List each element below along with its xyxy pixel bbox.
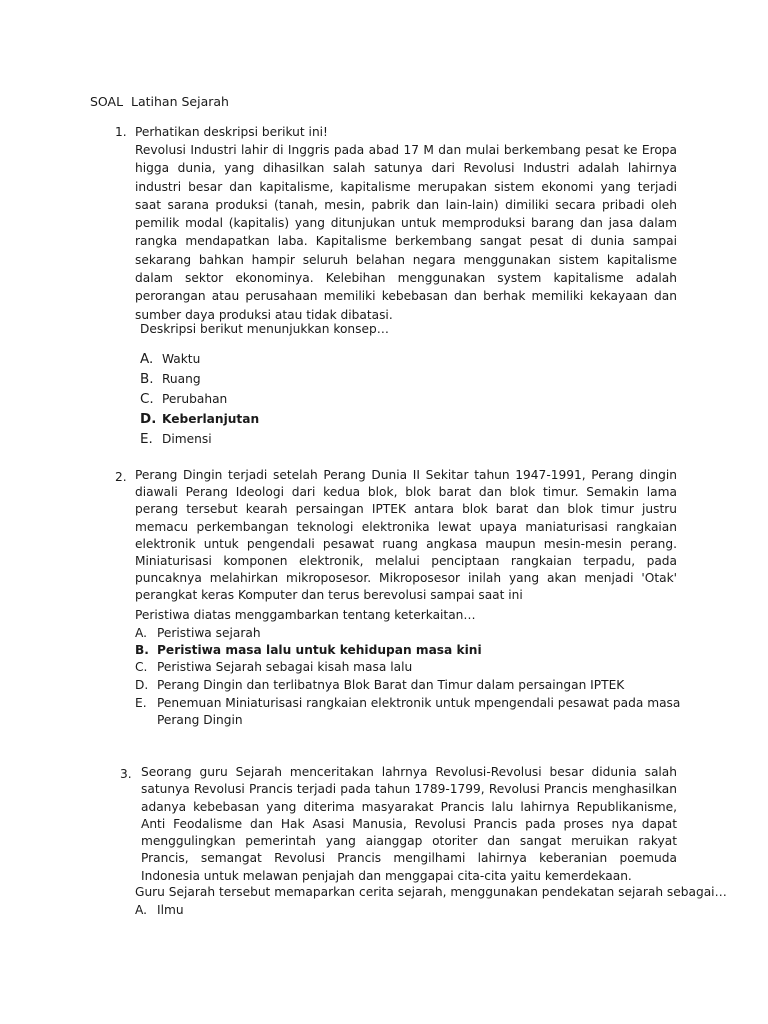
question-2-number: 2. (115, 470, 127, 484)
question-2-prompt: Peristiwa diatas menggambarkan tentang keterkaitan… (135, 608, 476, 622)
question-1-intro: Perhatikan deskripsi berikut ini! (135, 125, 328, 139)
question-1-option-e[interactable]: E. Dimensi (140, 431, 212, 447)
question-2-option-d[interactable]: D. Perang Dingin dan terlibatnya Blok Barat dan Timur dalam persaingan IPTEK (135, 678, 625, 692)
question-1-prompt: Deskripsi berikut menunjukkan konsep… (140, 322, 389, 336)
document-title: SOAL Latihan Sejarah (90, 94, 229, 109)
question-2-option-a[interactable]: A. Peristiwa sejarah (135, 626, 261, 640)
question-2-option-c[interactable]: C. Peristiwa Sejarah sebagai kisah masa lalu (135, 660, 413, 674)
question-3-passage: Seorang guru Sejarah menceritakan lahrnya Revolusi-Revolusi besar didunia salah satunya Revolusi Prancis terjadi pada tahun 1789-1799, Revolusi Prancis menghasilkan adanya kebebasan yang diterima masyarakat Prancis lalu lahirnya Republikanisme, Anti Feodalisme dan Hak Asasi Manusia, Revolusi Prancis pada proses nya dapat menggulingkan pemerintah yang aianggap otoriter dan sangat meruikan rakyat Prancis, semangat Revolusi Prancis mengilhami lahirnya keberanian poemuda Indonesia untuk melawan penjajah dan menggapai cita-cita yaitu kemerdekaan. (141, 765, 677, 883)
question-3-prompt: Guru Sejarah tersebut memaparkan cerita sejarah, menggunakan pendekatan sejarah sebagai… (135, 885, 727, 899)
question-2-option-e[interactable]: E. Penemuan Miniaturisasi rangkaian elektronik untuk mpengendali pesawat pada masa (135, 696, 681, 710)
question-3-number: 3. (120, 767, 132, 781)
question-2-passage: Perang Dingin terjadi setelah Perang Dunia II Sekitar tahun 1947-1991, Perang dingin diawali Perang Ideologi dari kedua blok, blok barat dan blok timur. Semakin lama perang tersebut kearah persaingan IPTEK antara blok barat dan blok timur justru memacu perkembangan teknologi elektronika lewat upaya maniaturisasi rangkaian elektronik untuk pengendali pesawat ruang angkasa maupun mesin-mesin perang. Miniaturisasi komponen elektronik, melalui penciptaan rangkaian terpadu, pada puncaknya melahirkan mikroposesor. Mikroposesor inilah yang akan menjadi 'Otak' perangkat keras Komputer dan terus berevolusi sampai saat ini (135, 468, 677, 603)
question-1-option-d[interactable]: D. Keberlanjutan (140, 411, 260, 427)
question-1-option-c[interactable]: C. Perubahan (140, 391, 228, 407)
question-1-option-b[interactable]: B. Ruang (140, 371, 201, 387)
question-3-option-a[interactable]: A. Ilmu (135, 903, 184, 917)
question-2-option-b[interactable]: B. Peristiwa masa lalu untuk kehidupan masa kini (135, 643, 482, 657)
question-1-option-a[interactable]: A. Waktu (140, 351, 201, 367)
question-2-option-e-continuation: Perang Dingin (157, 713, 243, 727)
question-1-passage: Revolusi Industri lahir di Inggris pada abad 17 M dan mulai berkembang pesat ke Eropa higga dunia, yang dihasilkan salah satunya dari Revolusi Industri adalah lahirnya industri besar dan kapitalisme, kapitalisme merupakan sistem ekonomi yang terjadi saat sarana produksi (tanah, mesin, pabrik dan lain-lain) dimiliki secara pribadi oleh pemilik modal (kapitalis) yang ditunjukan untuk memproduksi barang dan jasa dalam rangka mendapatkan laba. Kapitalisme berkembang sangat pesat di dunia sampai sekarang bahkan hampir seluruh belahan negara menggunakan sistem kapitalisme dalam sektor ekonominya. Kelebihan menggunakan system kapitalisme adalah perorangan atau perusahaan memiliki kebebasan dan berhak memiliki kekayaan dan sumber daya produksi atau tidak dibatasi. (135, 143, 677, 322)
question-1-number: 1. (115, 125, 127, 139)
